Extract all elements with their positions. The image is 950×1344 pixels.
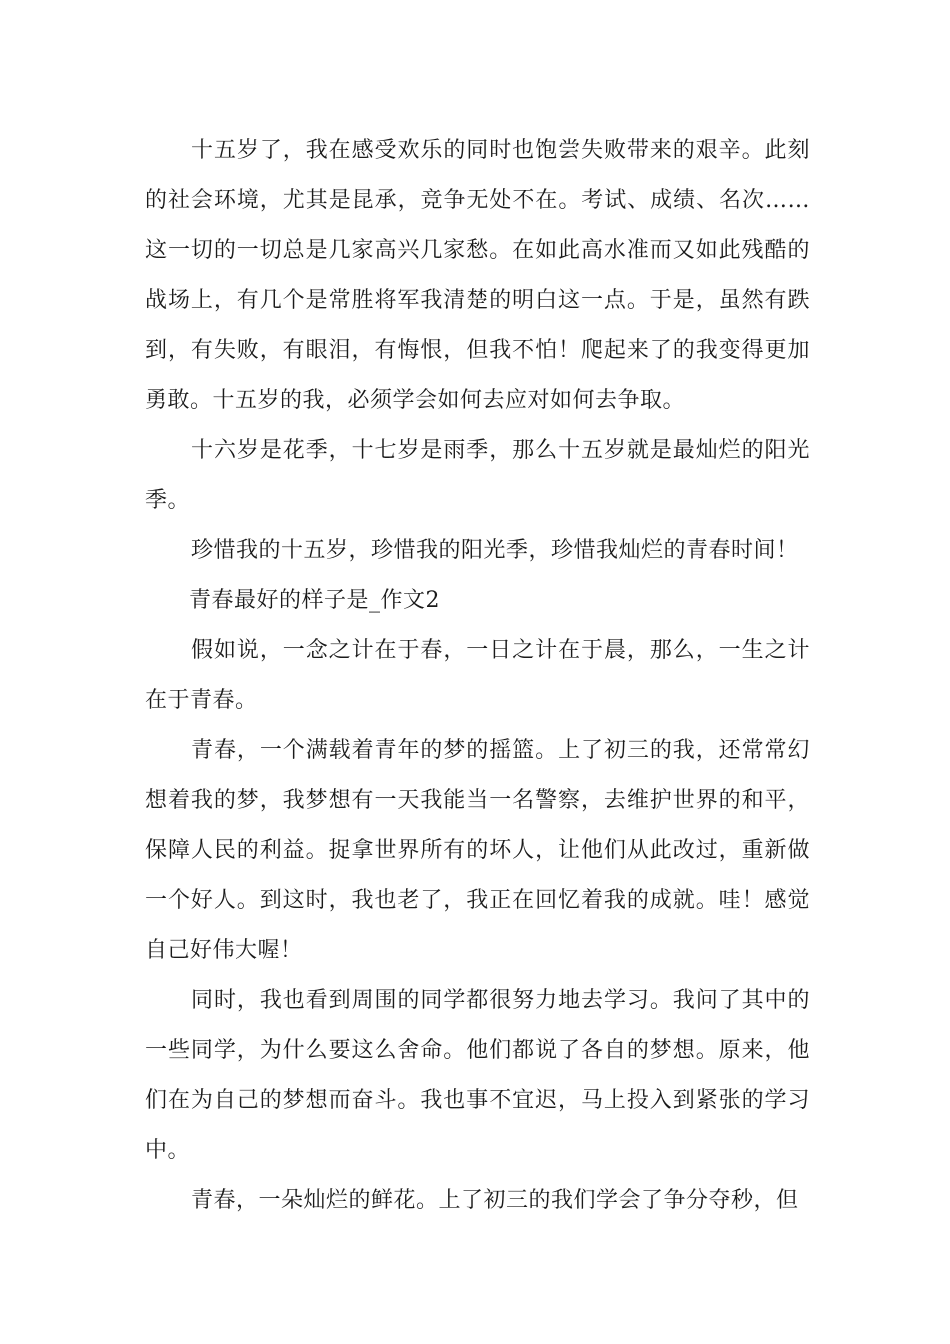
- paragraph-8: 青春，一朵灿烂的鲜花。上了初三的我们学会了争分夺秒，但: [191, 1188, 799, 1213]
- paragraph-5: 假如说，一念之计在于春，一日之计在于晨，那么，一生之计在于青春。: [145, 638, 810, 713]
- paragraph-7: 同时，我也看到周围的同学都很努力地去学习。我问了其中的一些同学，为什么要这么舍命。他们都说了各自的梦想。原来，他们在为自己的梦想而奋斗。我也事不宜迟，马上投入到紧张的学习中。: [145, 988, 810, 1163]
- section-heading: 青春最好的样子是_作文2: [189, 588, 440, 613]
- paragraph-1: 十五岁了，我在感受欢乐的同时也饱尝失败带来的艰辛。此刻的社会环境，尤其是昆承，竞争无处不在。考试、成绩、名次……这一切的一切总是几家高兴几家愁。在如此高水准而又如此残酷的战场上，有几个是常胜将军我清楚的明白这一点。于是，虽然有跌到，有失败，有眼泪，有悔恨，但我不怕！爬起来了的我变得更加勇敢。十五岁的我，必须学会如何去应对如何去争取。: [145, 138, 810, 413]
- paragraph-3: 珍惜我的十五岁，珍惜我的阳光季，珍惜我灿烂的青春时间！: [191, 538, 799, 563]
- paragraph-2: 十六岁是花季，十七岁是雨季，那么十五岁就是最灿烂的阳光季。: [145, 438, 810, 513]
- document-body: [145, 126, 810, 1226]
- paragraph-6: 青春，一个满载着青年的梦的摇篮。上了初三的我，还常常幻想着我的梦，我梦想有一天我能当一名警察，去维护世界的和平，保障人民的利益。捉拿世界所有的坏人，让他们从此改过，重新做一个好人。到这时，我也老了，我正在回忆着我的成就。哇！感觉自己好伟大喔！: [145, 738, 810, 963]
